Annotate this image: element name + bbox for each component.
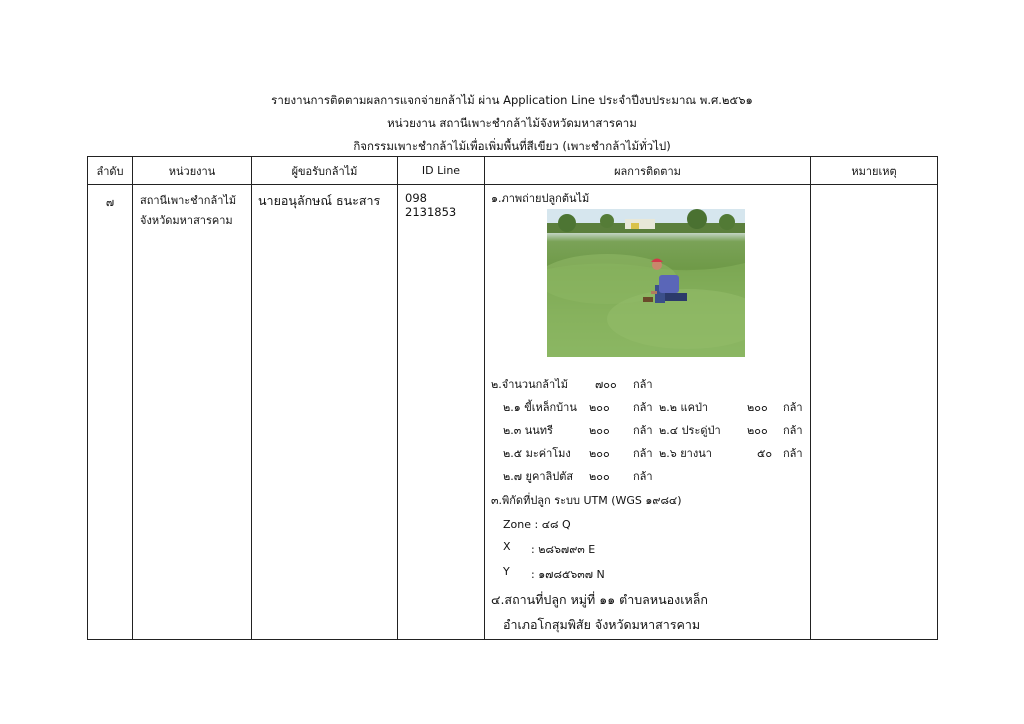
report-title: รายงานการติดตามผลการแจกจ่ายกล้าไม้ ผ่าน Application Line ประจำปีงบประมาณ พ.ศ.๒๕๖๑ — [271, 93, 753, 107]
row-number: ๗ — [88, 185, 133, 640]
species-qty: ๒๐๐ — [589, 424, 610, 437]
species-unit: กล้า — [783, 424, 803, 437]
species-qty: ๒๐๐ — [747, 401, 768, 414]
species-qty: ๒๐๐ — [589, 447, 610, 460]
coord-heading: ๓.พิกัดที่ปลูก ระบบ UTM (WGS ๑๙๘๔) — [491, 494, 682, 507]
species-unit: กล้า — [783, 447, 803, 460]
species-name: ๒.๖ ยางนา — [659, 447, 712, 460]
row-recipient: นายอนุลักษณ์ ธนะสาร — [252, 185, 398, 640]
coord-zone: Zone : ๔๘ Q — [503, 518, 571, 531]
species-qty: ๒๐๐ — [589, 401, 610, 414]
photo-planting-tree-icon — [547, 209, 745, 357]
col-header-recipient: ผู้ขอรับกล้าไม้ — [252, 157, 398, 185]
species-unit: กล้า — [783, 401, 803, 414]
table-header-row — [88, 157, 938, 185]
photo-heading: ๑.ภาพถ่ายปลูกต้นไม้ — [491, 192, 590, 205]
count-heading: ๒.จำนวนกล้าไม้ — [491, 378, 568, 391]
location-line-1: ๔.สถานที่ปลูก หมู่ที่ ๑๑ ตำบลหนองเหล็ก — [491, 592, 708, 607]
coord-y-label: Y — [503, 565, 510, 578]
report-agency: หน่วยงาน สถานีเพาะชำกล้าไม้จังหวัดมหาสารคาม — [387, 116, 637, 130]
row-agency — [133, 185, 252, 640]
species-name: ๒.๒ แคป่า — [659, 401, 709, 414]
species-unit: กล้า — [633, 470, 653, 483]
col-header-note: หมายเหตุ — [811, 157, 938, 185]
row-note — [811, 185, 938, 640]
count-total: ๗๐๐ — [595, 378, 617, 391]
species-qty: ๒๐๐ — [747, 424, 768, 437]
species-name: ๒.๗ ยูคาลิปตัส — [503, 470, 574, 483]
species-name: ๒.๕ มะค่าโมง — [503, 447, 571, 460]
species-name: ๒.๔ ประดู่ป่า — [659, 424, 721, 437]
location-line-2: อำเภอโกสุมพิสัย จังหวัดมหาสารคาม — [503, 617, 701, 632]
species-qty: ๕๐ — [757, 447, 773, 460]
coord-x-value: : ๒๘๖๗๙๓ E — [531, 543, 596, 556]
species-unit: กล้า — [633, 401, 653, 414]
col-header-no: ลำดับ — [88, 157, 133, 185]
agency-line-1: สถานีเพาะชำกล้าไม้ — [140, 194, 237, 207]
report-activity: กิจกรรมเพาะชำกล้าไม้เพื่อเพิ่มพื้นที่สีเขียว (เพาะชำกล้าไม้ทั่วไป) — [353, 139, 671, 153]
count-unit: กล้า — [633, 378, 653, 391]
species-name: ๒.๑ ขี้เหล็กบ้าน — [503, 401, 577, 414]
row-line-id: 098 2131853 — [398, 185, 485, 640]
table-row — [88, 185, 938, 640]
species-unit: กล้า — [633, 424, 653, 437]
species-unit: กล้า — [633, 447, 653, 460]
report-table — [87, 156, 938, 640]
col-header-line-id: ID Line — [398, 157, 485, 185]
agency-line-2: จังหวัดมหาสารคาม — [140, 214, 233, 227]
row-result — [485, 185, 811, 640]
coord-y-value: : ๑๗๘๕๖๓๗ N — [531, 568, 605, 581]
coord-x-label: X — [503, 540, 511, 553]
col-header-agency: หน่วยงาน — [133, 157, 252, 185]
species-name: ๒.๓ นนทรี — [503, 424, 553, 437]
species-qty: ๒๐๐ — [589, 470, 610, 483]
col-header-result: ผลการติดตาม — [485, 157, 811, 185]
